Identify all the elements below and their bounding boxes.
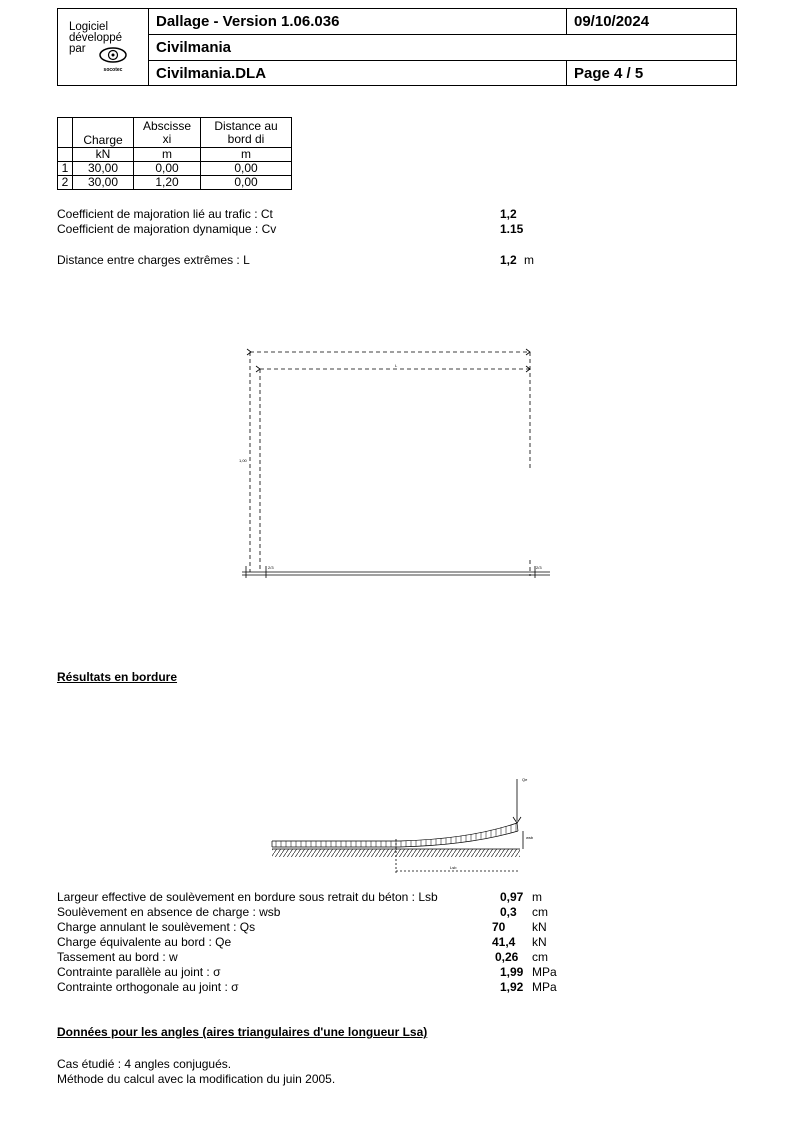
- corners-line-2: Méthode du calcul avec la modification du juin 2005.: [57, 1072, 336, 1086]
- result-sigma-ortho-value: 1,92: [500, 980, 524, 994]
- logo-brand-text: socotec: [103, 67, 123, 73]
- result-w-value: 0,26: [495, 950, 519, 964]
- logo-text-line-1: Logiciel: [69, 21, 108, 33]
- logo-text-line-2: développé: [69, 32, 123, 44]
- result-sigma-ortho-label: Contrainte orthogonale au joint : σ: [57, 980, 239, 994]
- coef-cv-label: Coefficient de majoration dynamique : Cv: [57, 222, 277, 236]
- slab-plan-diagram: [230, 340, 570, 590]
- result-qs-value: 70: [492, 920, 506, 934]
- result-qe-value: 41,4: [492, 935, 516, 949]
- file-name: Civilmania.DLA: [156, 65, 267, 82]
- row-charge: 30,00: [73, 176, 134, 190]
- company-name: Civilmania: [156, 39, 232, 56]
- socotec-logo-icon: [94, 44, 134, 74]
- table-row: [58, 162, 292, 176]
- software-logo-block: [58, 9, 149, 85]
- wsb-label: wsb: [526, 835, 534, 840]
- loads-table: [57, 117, 292, 190]
- unit-distance: m: [201, 148, 292, 162]
- page-number: Page 4 / 5: [574, 65, 644, 82]
- unit-charge: kN: [73, 148, 134, 162]
- result-sigma-parallel-label: Contrainte parallèle au joint : σ: [57, 965, 221, 979]
- result-qs-label: Charge annulant le soulèvement : Qs: [57, 920, 256, 934]
- result-w-unit: cm: [532, 950, 548, 964]
- result-sigma-parallel-unit: MPa: [532, 965, 557, 979]
- table-header-charge: Charge: [73, 118, 134, 148]
- plan-label-top: L: [395, 363, 398, 368]
- coef-cv-value: 1.15: [500, 222, 524, 236]
- corners-line-1: Cas étudié : 4 angles conjugués.: [57, 1057, 232, 1071]
- result-qs-unit: kN: [532, 920, 547, 934]
- lsb-label: Lsb: [450, 865, 457, 870]
- plan-label-bottom-right: 2/3: [536, 565, 542, 570]
- table-units-row: [58, 148, 292, 162]
- result-lsb-value: 0,97: [500, 890, 524, 904]
- row-distance: 0,00: [201, 176, 292, 190]
- distance-l-unit: m: [524, 253, 534, 267]
- coef-ct-label: Coefficient de majoration lié au trafic : Ct: [57, 207, 273, 221]
- result-qe-label: Charge équivalente au bord : Qe: [57, 935, 232, 949]
- logo-text-line-3: par: [69, 43, 86, 55]
- plan-label-bottom-left: 2/3: [268, 565, 274, 570]
- result-qe-unit: kN: [532, 935, 547, 949]
- edge-uplift-diagram: [270, 775, 540, 875]
- row-abscisse: 0,00: [134, 162, 201, 176]
- software-title: Dallage - Version 1.06.036: [156, 13, 340, 30]
- row-index: 2: [58, 176, 73, 190]
- table-header-index: [58, 118, 73, 148]
- result-wsb-value: 0,3: [500, 905, 517, 919]
- table-header-distance: Distance au bord di: [201, 118, 292, 148]
- result-lsb-label: Largeur effective de soulèvement en bordure sous retrait du béton : Lsb: [57, 890, 438, 904]
- plan-label-left: 1,00: [239, 458, 247, 463]
- page-header: [57, 8, 737, 86]
- result-lsb-unit: m: [532, 890, 542, 904]
- row-index: 1: [58, 162, 73, 176]
- result-wsb-label: Soulèvement en absence de charge : wsb: [57, 905, 281, 919]
- result-w-label: Tassement au bord : w: [57, 950, 178, 964]
- document-date: 09/10/2024: [574, 13, 650, 30]
- table-header-abscisse: Abscisse xi: [134, 118, 201, 148]
- distance-l-value: 1,2: [500, 253, 517, 267]
- row-charge: 30,00: [73, 162, 134, 176]
- result-wsb-unit: cm: [532, 905, 548, 919]
- load-label: Qe: [522, 777, 528, 782]
- table-row: [58, 176, 292, 190]
- unit-abscisse: m: [134, 148, 201, 162]
- result-sigma-parallel-value: 1,99: [500, 965, 524, 979]
- row-abscisse: 1,20: [134, 176, 201, 190]
- result-sigma-ortho-unit: MPa: [532, 980, 557, 994]
- distance-l-label: Distance entre charges extrêmes : L: [57, 253, 250, 267]
- corners-title: Données pour les angles (aires triangulaires d'une longueur Lsa): [57, 1025, 428, 1039]
- edge-results-title: Résultats en bordure: [57, 670, 178, 684]
- row-distance: 0,00: [201, 162, 292, 176]
- coef-ct-value: 1,2: [500, 207, 517, 221]
